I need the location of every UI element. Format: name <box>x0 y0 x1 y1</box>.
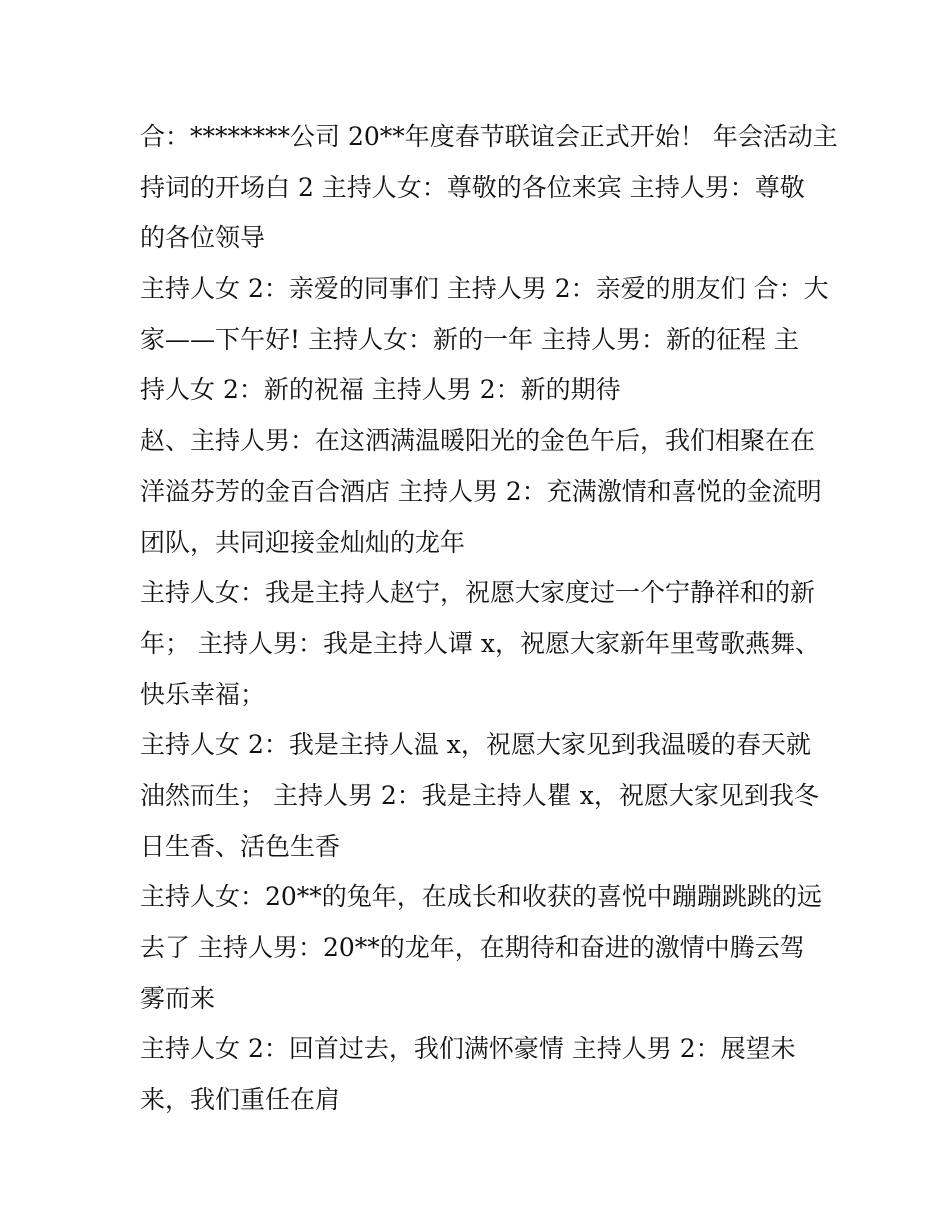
text-line: 家——下午好! 主持人女：新的一年 主持人男：新的征程 主 <box>140 324 799 354</box>
text-line: 年； 主持人男：我是主持人谭 x，祝愿大家新年里莺歌燕舞、 <box>140 628 820 658</box>
text-line: 油然而生； 主持人男 2：我是主持人瞿 x，祝愿大家见到我冬 <box>140 780 819 810</box>
text-line: 快乐幸福； <box>140 679 266 709</box>
text-line: 持词的开场白 2 主持人女：尊敬的各位来宾 主持人男：尊敬 <box>140 172 805 202</box>
text-line: 日生香、活色生香 <box>140 831 341 861</box>
text-line: 来，我们重任在肩 <box>140 1085 341 1115</box>
text-line: 主持人女 2：我是主持人温 x，祝愿大家见到我温暖的春天就 <box>140 730 811 760</box>
text-line: 合：********公司 20**年度春节联谊会正式开始！ 年会活动主 <box>140 122 838 151</box>
document-page <box>140 112 838 1126</box>
text-line: 团队，共同迎接金灿灿的龙年 <box>140 527 466 557</box>
text-line: 洋溢芬芳的金百合酒店 主持人男 2：充满激情和喜悦的金流明 <box>140 476 822 506</box>
text-line: 雾而来 <box>140 983 216 1013</box>
text-line: 的各位领导 <box>140 223 266 253</box>
text-line: 主持人女 2：亲爱的同事们 主持人男 2：亲爱的朋友们 合：大 <box>140 274 829 304</box>
text-line: 持人女 2：新的祝福 主持人男 2：新的期待 <box>140 375 621 405</box>
text-line: 主持人女 2：回首过去，我们满怀豪情 主持人男 2：展望未 <box>140 1034 796 1064</box>
text-line: 主持人女：20**的兔年，在成长和收获的喜悦中蹦蹦跳跳的远 <box>140 882 822 912</box>
text-line: 去了 主持人男：20**的龙年，在期待和奋进的激情中腾云驾 <box>140 933 805 962</box>
text-line: 主持人女：我是主持人赵宁，祝愿大家度过一个宁静祥和的新 <box>140 578 816 608</box>
text-line: 赵、主持人男：在这洒满温暖阳光的金色午后，我们相聚在在 <box>140 426 816 456</box>
